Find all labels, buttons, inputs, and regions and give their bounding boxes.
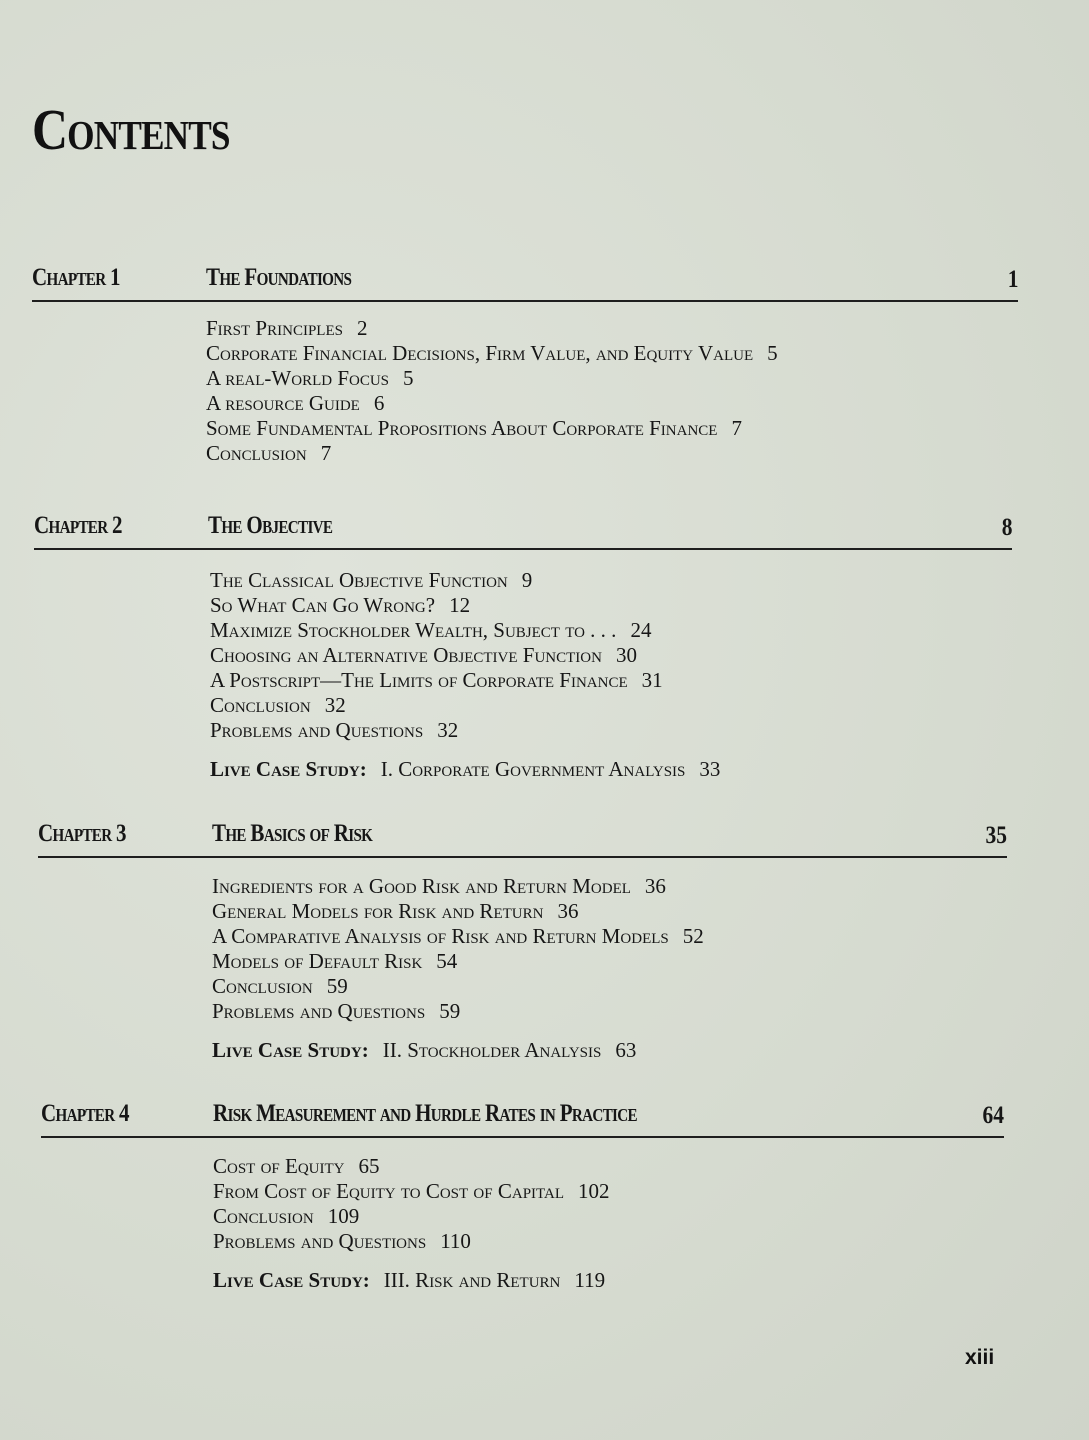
section-page: 5 [403,366,414,390]
chapter-4 [41,1098,1004,1293]
chapter-header [32,258,1018,302]
section-title: A Comparative Analysis of Risk and Return Models [212,924,669,948]
section-page: 52 [682,924,704,948]
section-title: A real-World Focus [206,366,390,390]
section-page: 54 [436,949,458,973]
section-list [210,568,1012,782]
chapter-label: Chapter 2 [34,512,122,539]
section-entry[interactable] [210,693,1012,718]
section-title: Conclusion [213,1204,314,1228]
section-entry[interactable] [213,1154,1004,1179]
chapter-1 [32,258,1018,466]
section-entry[interactable] [206,391,1018,416]
section-page: 32 [437,718,459,742]
section-entry[interactable] [212,874,1007,899]
section-title: From Cost of Equity to Cost of Capital [213,1179,564,1203]
case-study-page: 33 [699,757,721,781]
case-study-title: II. Stockholder Analysis [382,1038,602,1062]
section-page: 36 [644,874,666,898]
chapter-title: The Foundations [206,264,352,291]
chapter-label: Chapter 3 [38,820,126,847]
section-title: Ingredients for a Good Risk and Return Model [212,874,631,898]
case-study-title: III. Risk and Return [383,1268,561,1292]
section-title: Conclusion [212,974,313,998]
chapter-label: Chapter 1 [32,264,120,291]
section-entry[interactable] [210,718,1012,743]
chapter-header [38,818,1007,858]
section-title: Cost of Equity [213,1154,345,1178]
chapter-header [41,1098,1004,1138]
section-title: The Classical Objective Function [210,568,508,592]
section-entry[interactable] [206,316,1018,341]
section-title: Corporate Financial Decisions, Firm Value, and Equity Value [206,341,754,365]
section-page: 12 [449,593,471,617]
section-entry[interactable] [212,899,1007,924]
section-title: General Models for Risk and Return [212,899,544,923]
section-entry[interactable] [206,341,1018,366]
section-page: 65 [358,1154,380,1178]
section-title: Models of Default Risk [212,949,423,973]
section-title: Some Fundamental Propositions About Corporate Finance [206,416,718,440]
chapter-label: Chapter 4 [41,1100,129,1127]
chapter-page-number: 8 [1001,514,1012,541]
chapter-page-number: 35 [985,822,1007,849]
section-entry[interactable] [212,924,1007,949]
page-folio: xiii [965,1346,995,1369]
section-page: 110 [440,1229,471,1253]
section-page: 5 [767,341,778,365]
section-entry[interactable] [210,668,1012,693]
live-case-study[interactable] [210,757,1012,782]
section-list [213,1154,1004,1293]
section-title: First Principles [206,316,343,340]
section-entry[interactable] [210,593,1012,618]
section-entry[interactable] [206,416,1018,441]
section-page: 2 [356,316,368,340]
section-title: Problems and Questions [213,1229,427,1253]
section-entry[interactable] [213,1179,1004,1204]
case-study-label: Live Case Study: [210,757,367,781]
chapter-title: The Objective [208,512,333,539]
section-entry[interactable] [210,568,1012,593]
section-title: A Postscript—The Limits of Corporate Finance [210,668,628,692]
chapter-3 [38,818,1007,1063]
section-title: Maximize Stockholder Wealth, Subject to . . . [210,618,617,642]
section-page: 32 [324,693,346,717]
section-page: 6 [373,391,385,415]
section-page: 36 [557,899,579,923]
section-entry[interactable] [206,366,1018,391]
section-title: Choosing an Alternative Objective Function [210,643,602,667]
section-list [206,316,1018,466]
section-entry[interactable] [212,974,1007,999]
case-study-label: Live Case Study: [213,1268,370,1292]
chapter-header [34,508,1012,550]
chapter-page-number: 64 [982,1102,1004,1129]
case-study-title: I. Corporate Government Analysis [380,757,686,781]
section-title: Problems and Questions [212,999,426,1023]
chapter-2 [34,508,1012,782]
chapter-page-number: 1 [1007,266,1018,293]
section-page: 7 [320,441,332,465]
section-entry[interactable] [212,999,1007,1024]
section-page: 24 [630,618,652,642]
section-entry[interactable] [213,1204,1004,1229]
section-page: 59 [439,999,461,1023]
section-page: 9 [521,568,533,592]
section-page: 30 [615,643,637,667]
section-page: 31 [641,668,663,692]
chapter-title: The Basics of Risk [212,820,373,847]
case-study-page: 119 [574,1268,606,1292]
section-page: 109 [327,1204,360,1228]
section-list [212,874,1007,1063]
chapter-title: Risk Measurement and Hurdle Rates in Practice [213,1100,637,1127]
section-entry[interactable] [213,1229,1004,1254]
section-page: 102 [577,1179,610,1203]
section-page: 7 [731,416,742,440]
page-title: Contents [32,97,230,162]
live-case-study[interactable] [213,1268,1004,1293]
section-title: Conclusion [210,693,311,717]
section-page: 59 [326,974,348,998]
section-entry[interactable] [212,949,1007,974]
case-study-label: Live Case Study: [212,1038,369,1062]
case-study-page: 63 [615,1038,637,1062]
section-title: So What Can Go Wrong? [210,593,436,617]
section-title: Problems and Questions [210,718,424,742]
section-title: Conclusion [206,441,307,465]
section-entry[interactable] [210,643,1012,668]
live-case-study[interactable] [212,1038,1007,1063]
section-title: A resource Guide [206,391,360,415]
section-entry[interactable] [210,618,1012,643]
section-entry[interactable] [206,441,1018,466]
